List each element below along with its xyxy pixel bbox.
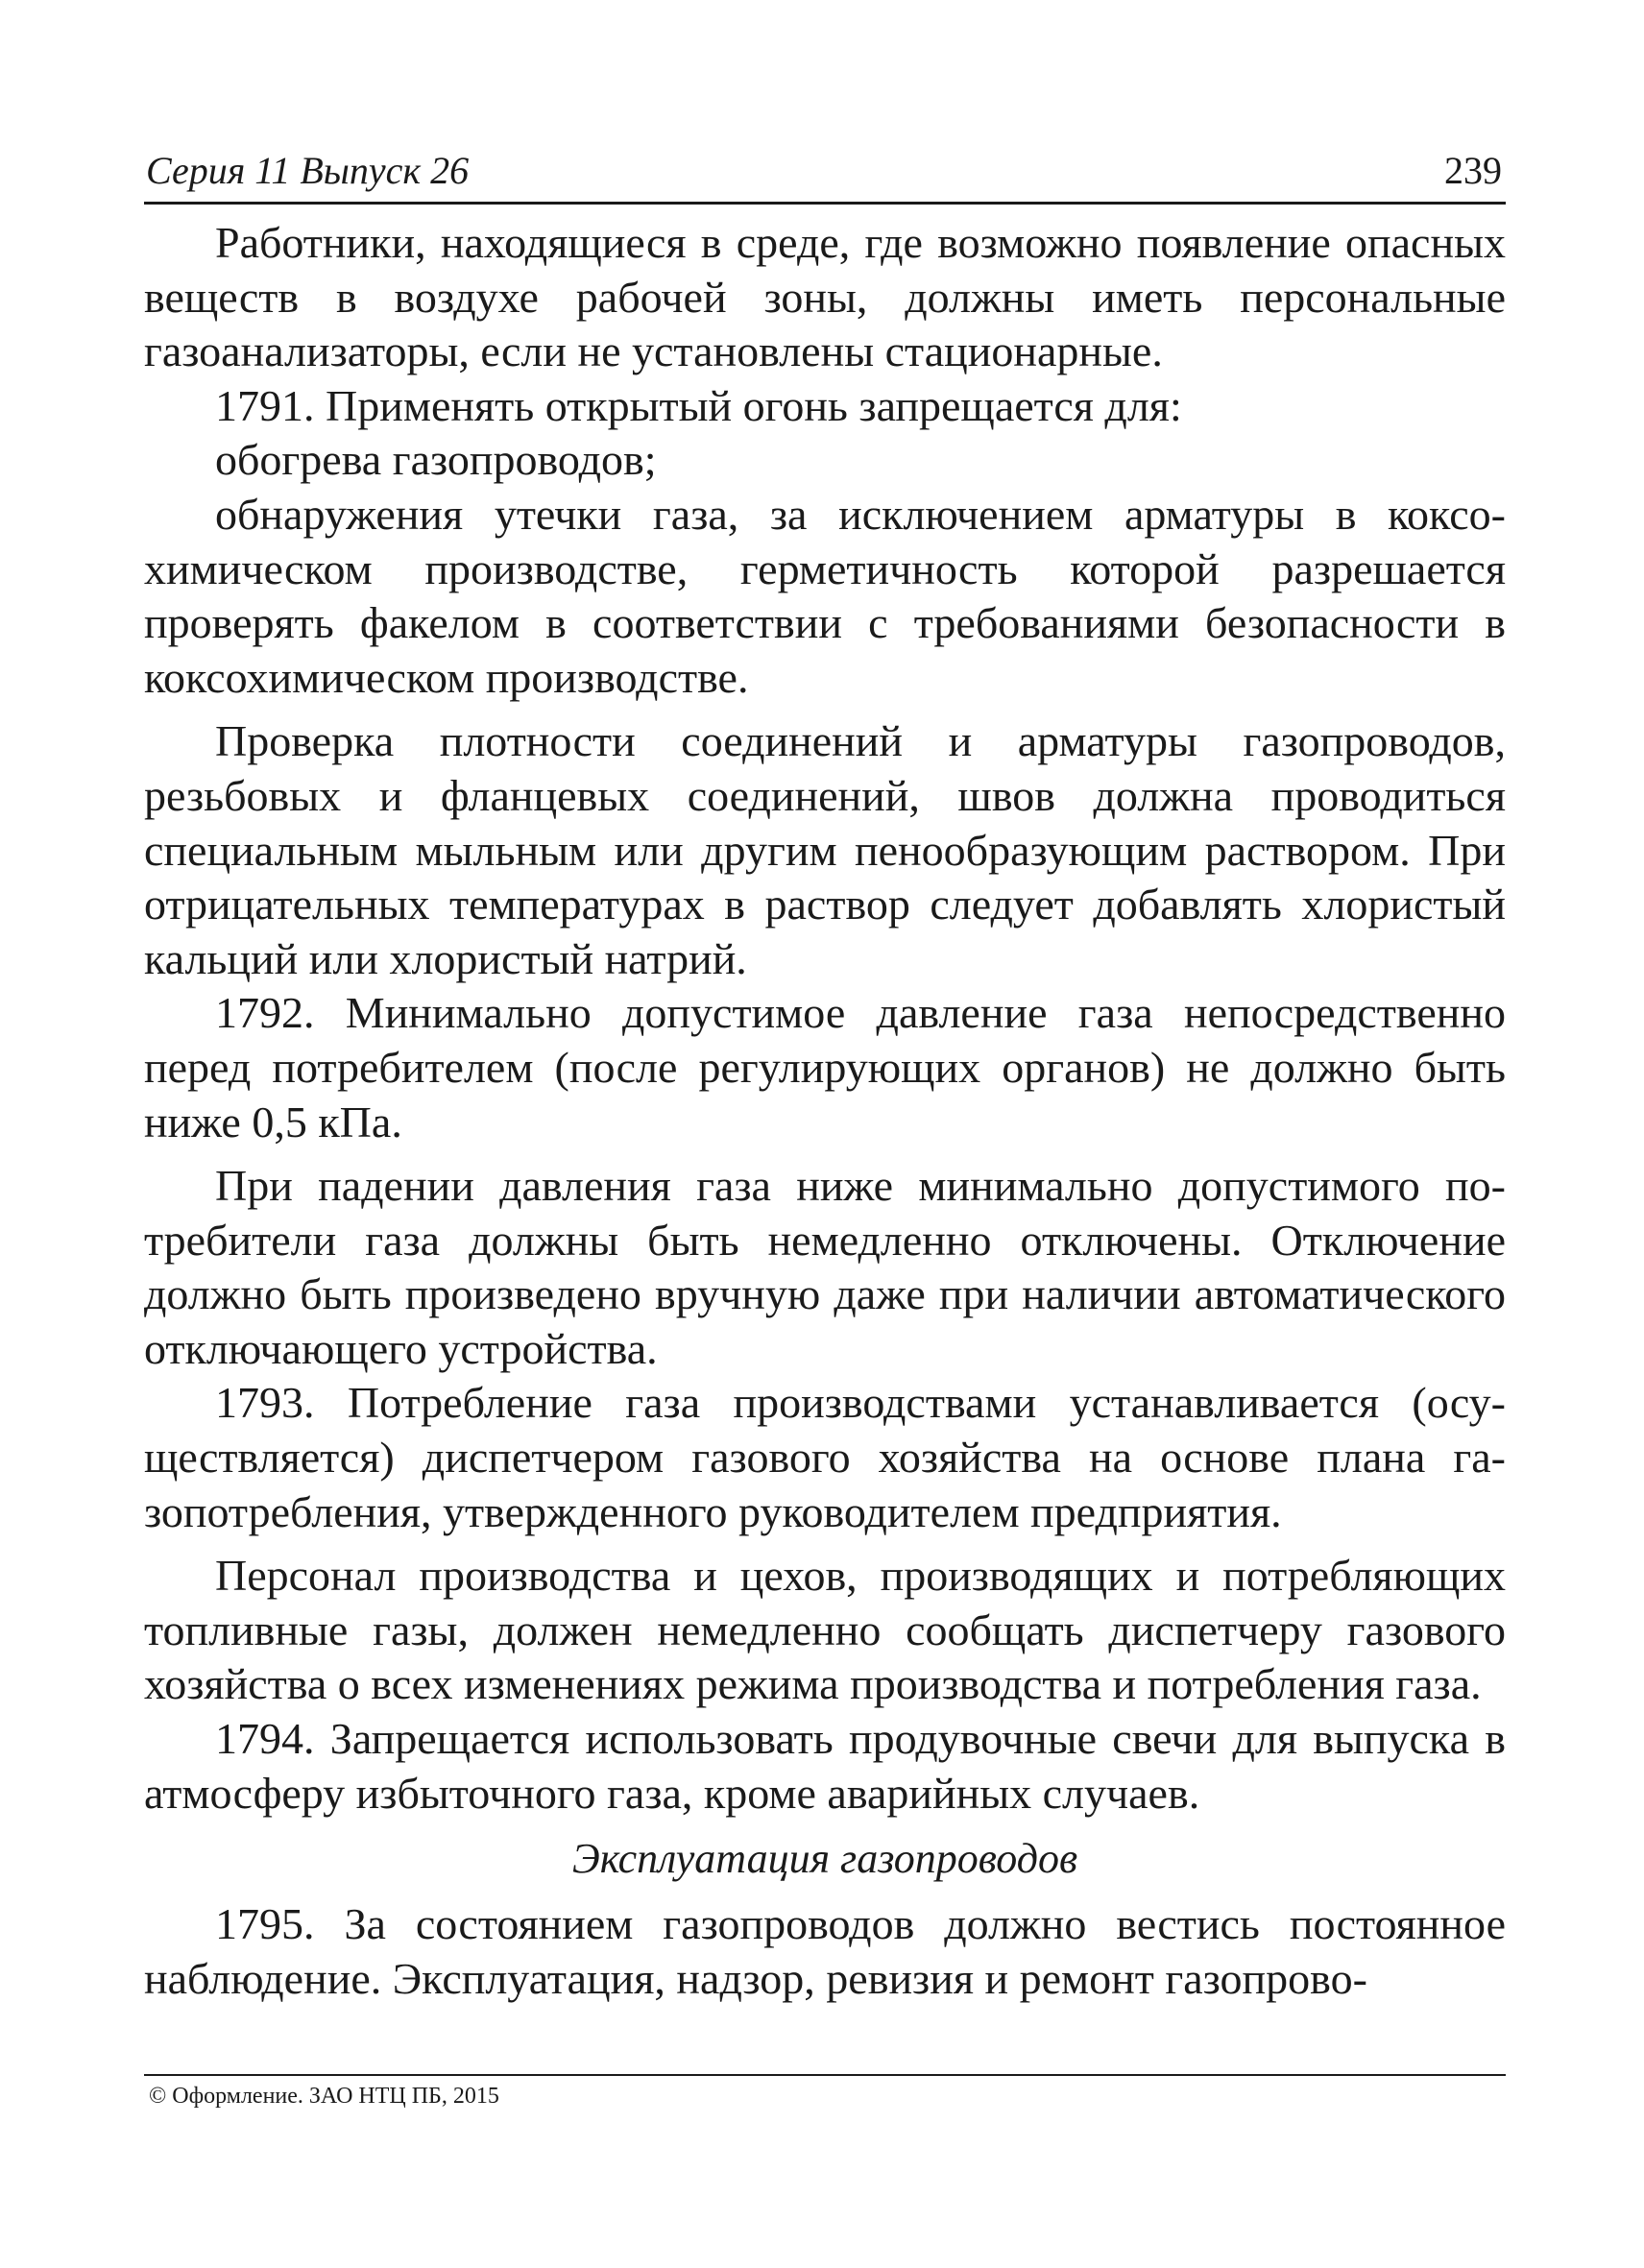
paragraph: обогрева газопроводов; xyxy=(215,435,657,485)
paragraph: 1793. Потребление газа производствами устанавливается (осуществляется) диспетчером газового хозяйства на основе плана газопотребления, утвержденного руководителем предприятия. xyxy=(144,1378,1506,1536)
series-label: Серия 11 Выпуск 26 xyxy=(146,149,470,192)
paragraph: 1791. Применять открытый огонь запрещается для: xyxy=(215,380,1182,430)
section-heading: Эксплуатация газопроводов xyxy=(571,1835,1078,1883)
page-number: 239 xyxy=(1444,149,1502,192)
paragraph: При падении давления газа ниже минимально допустимого потребители газа должны быть немедленно отключены. Отключение должно быть произведено вручную даже при наличии автоматического отключающего устройства. xyxy=(144,1161,1506,1373)
page-body xyxy=(144,216,1506,2006)
footer-divider xyxy=(144,2074,1506,2076)
paragraph: 1795. За состоянием газопроводов должно вестись постоянное наблюдение. Эксплуатация, надзор, ревизия и ремонт газопрово- xyxy=(144,1899,1506,2003)
paragraph: обнаружения утечки газа, за исключением арматуры в коксохимическом производстве, герметичность которой разрешается проверять факелом в соответствии с требованиями безопасности в коксохимическом производстве. xyxy=(144,489,1506,702)
paragraph: Проверка плотности соединений и арматуры газопроводов, резьбовых и фланцевых соединений, швов должна проводиться специальным мыльным или другим пенообразующим раствором. При отрицательных температурах в раствор следует добавлять хлористый кальций или хлористый натрий. xyxy=(144,716,1506,983)
page-header xyxy=(144,144,1506,205)
paragraph: Персонал производства и цехов, производящих и потребляющих топливные газы, должен немедленно сообщать диспетчеру газового хозяйства о всех изменениях режима производства и потребления газа. xyxy=(144,1551,1506,1709)
paragraph: 1794. Запрещается использовать продувочные свечи для выпуска в атмосферу избыточного газа, кроме аварийных случаев. xyxy=(144,1714,1506,1818)
footer-copyright: © Оформление. ЗАО НТЦ ПБ, 2015 xyxy=(149,2084,499,2109)
paragraph: Работники, находящиеся в среде, где возможно появление опасных веществ в воздухе рабочей зоны, должны иметь персональные газоанализаторы, если не установлены стационарные. xyxy=(144,218,1506,376)
paragraph: 1792. Минимально допустимое давление газа непосредственно перед потребителем (после регулирующих органов) не должно быть ниже 0,5 кПа. xyxy=(144,988,1506,1146)
